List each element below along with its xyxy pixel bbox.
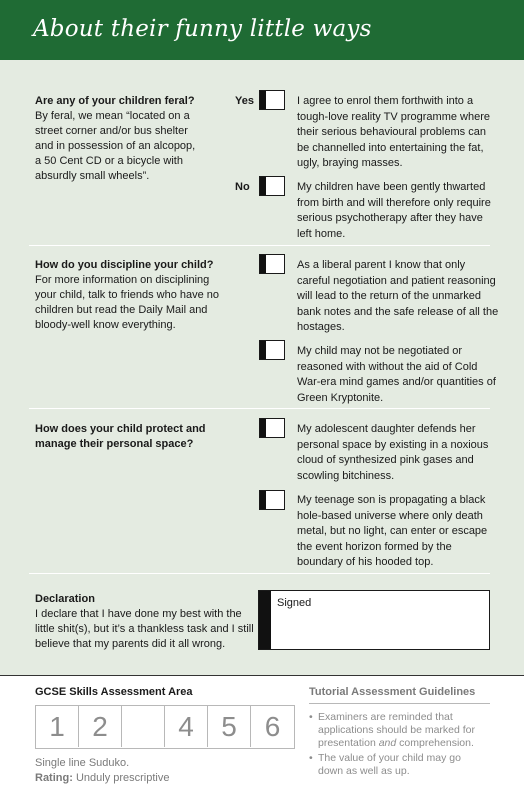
question-feral-description: By feral, we mean “located on a street corner and/or bus shelter and in possession of an alcopop, a 50 Cent CD or a bicycle with absurdly small wheels”. <box>35 110 196 182</box>
guideline-item: • Examiners are reminded that applications should be marked for presentation and comprehension. <box>309 711 499 750</box>
question-discipline-description: For more information on disciplining your child, talk to friends who have no children but read the Daily Mail and bloody-well know everything. <box>35 274 220 331</box>
question-discipline: How do you discipline your child? <box>35 259 214 271</box>
signature-label: Signed <box>277 597 312 609</box>
checkbox-discipline-liberal[interactable] <box>259 254 285 274</box>
checkbox-space-son[interactable] <box>259 490 285 510</box>
guidelines-rule <box>309 703 490 704</box>
section-divider <box>29 408 490 409</box>
guideline-item: • The value of your child may go down as well as up. <box>309 752 499 778</box>
option-feral-no-text: My children have been gently thwarted from birth and will therefore only require serious psychotherapy after they have left home. <box>297 181 491 240</box>
guidelines-list <box>309 711 499 780</box>
option-feral-yes-text: I agree to enrol them forthwith into a tough-love reality TV programme where their serious behavioural problems can be channelled into entertaining the fat, ugly, braying masses. <box>297 95 490 169</box>
page-title: About their funny little ways <box>33 16 372 42</box>
checkbox-feral-no[interactable] <box>259 176 285 196</box>
option-yes-label: Yes <box>235 95 254 107</box>
checkbox-discipline-kryptonite[interactable] <box>259 340 285 360</box>
rating-value: Unduly prescriptive <box>72 772 170 784</box>
option-space-son-text: My teenage son is propagating a black hole-based universe where only death metal, but no light, can enter or escape the event horizon formed by the boundary of his hooded top. <box>297 494 488 568</box>
checkbox-feral-yes[interactable] <box>259 90 285 110</box>
signature-field[interactable] <box>258 590 490 650</box>
assessment-title: GCSE Skills Assessment Area <box>35 686 193 698</box>
assessment-footer <box>0 675 524 800</box>
suduko-cell-empty[interactable] <box>122 706 165 747</box>
option-discipline-liberal-text: As a liberal parent I know that only careful negotiation and patient reasoning will lead to the return of the unmarked bank notes and the safe release of all the hostages. <box>297 259 499 333</box>
suduko-cell[interactable]: 1 <box>36 706 79 747</box>
suduko-cell[interactable]: 6 <box>264 711 281 742</box>
question-feral: Are any of your children feral? <box>35 95 195 107</box>
section-divider <box>29 245 490 246</box>
question-personal-space: How does your child protect and manage their personal space? <box>35 423 206 450</box>
section-divider <box>29 573 490 574</box>
page-header <box>0 0 524 60</box>
checkbox-space-daughter[interactable] <box>259 418 285 438</box>
option-no-label: No <box>235 181 250 193</box>
suduko-caption: Single line Suduko. Rating: Unduly prescriptive <box>35 757 170 784</box>
suduko-grid <box>35 705 295 749</box>
option-space-daughter-text: My adolescent daughter defends her personal space by existing in a noxious cloud of synthesized pink gases and scowling bitchiness. <box>297 423 489 482</box>
guidelines-title: Tutorial Assessment Guidelines <box>309 686 476 698</box>
declaration-text: I declare that I have done my best with the little shit(s), but it’s a thankless task and I still believe that my parents did it all wrong. <box>35 608 254 650</box>
option-discipline-kryptonite-text: My child may not be negotiated or reasoned with without the aid of Cold War-era mind games and/or quantities of Green Kryptonite. <box>297 345 496 404</box>
suduko-cell[interactable]: 5 <box>208 706 251 747</box>
suduko-cell[interactable]: 2 <box>79 706 122 747</box>
declaration-title: Declaration <box>35 593 95 605</box>
suduko-cell[interactable]: 4 <box>165 706 208 747</box>
rating-label: Rating: <box>35 772 73 784</box>
